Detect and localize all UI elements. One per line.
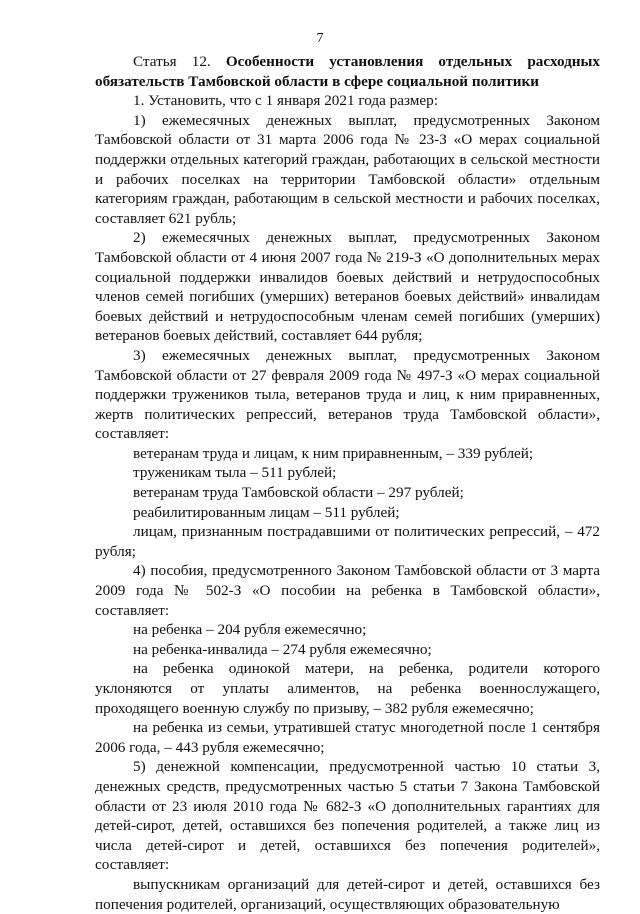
paragraph: 3) ежемесячных денежных выплат, предусмотренных Законом Тамбовской области от 27 февраля 2009 года № 497-З «О мерах социальной поддержки тружеников тыла, ветеранов труда и лиц, к ним приравненных, жертв политических репрессий, ветеранов труда Тамбовской области», составляет: <box>95 346 600 443</box>
list-item: ветеранам труда Тамбовской области – 297 рублей; <box>133 484 464 502</box>
article-label: Статья 12. <box>133 53 211 70</box>
list-item: на ребенка одинокой матери, на ребенка, родители которого уклоняются от уплаты алиментов, на ребенка военнослужащего, проходящего военную службу по призыву, – 382 рубля ежемесячно; <box>95 660 600 717</box>
article-title: Особенности установления отдельных расходных обязательств Тамбовской области в сфере социальной политики <box>95 53 600 90</box>
list-item: труженикам тыла – 511 рублей; <box>133 464 337 482</box>
page-number: 7 <box>316 31 324 46</box>
paragraph: 5) денежной компенсации, предусмотренной частью 10 статьи 3, денежных средств, предусмотренных частью 5 статьи 7 Закона Тамбовской области от 23 июля 2010 года № 682-З «О дополнительных гарантиях для детей-сирот, детей, оставшихся без попечения родителей, а также лиц из числа детей-сирот и детей, оставшихся без попечения родителей», составляет: <box>95 758 600 874</box>
document-body <box>95 52 600 914</box>
paragraph: 2) ежемесячных денежных выплат, предусмотренных Законом Тамбовской области от 4 июня 2007 года № 219-З «О дополнительных мерах социальной поддержки инвалидов боевых действий и нетрудоспособных членов семей погибших (умерших) ветеранов боевых действий» инвалидам боевых действий и нетрудоспособным членам семей погибших (умерших) ветеранов боевых действий, составляет 644 рубля; <box>95 229 600 345</box>
paragraph: 1. Установить, что с 1 января 2021 года размер: <box>133 92 438 110</box>
list-item: выпускникам организаций для детей-сирот и детей, оставшихся без попечения родителей, организаций, осуществляющих образовательную <box>95 875 600 913</box>
list-item: лицам, признанным пострадавшими от политических репрессий, – 472 рубля; <box>95 523 600 560</box>
paragraph: 1) ежемесячных денежных выплат, предусмотренных Законом Тамбовской области от 31 марта 2006 года № 23-З «О мерах социальной поддержки отдельных категорий граждан, работающих в сельской местности и рабочих поселках на территории Тамбовской области» отдельным категориям граждан, работающим в сельской местности и рабочих поселках, составляет 621 рубль; <box>95 111 600 227</box>
list-item: ветеранам труда и лицам, к ним приравненным, – 339 рублей; <box>133 444 534 462</box>
article-heading <box>95 52 600 91</box>
list-item: реабилитированным лицам – 511 рублей; <box>133 503 400 521</box>
list-item: на ребенка-инвалида – 274 рубля ежемесячно; <box>133 640 432 658</box>
list-item: на ребенка из семьи, утратившей статус многодетной после 1 сентября 2006 года, – 443 рубля ежемесячно; <box>95 719 600 756</box>
list-item: на ребенка – 204 рубля ежемесячно; <box>133 621 367 639</box>
paragraph: 4) пособия, предусмотренного Законом Тамбовской области от 3 марта 2009 года № 502-З «О пособии на ребенка в Тамбовской области», составляет: <box>95 562 600 619</box>
